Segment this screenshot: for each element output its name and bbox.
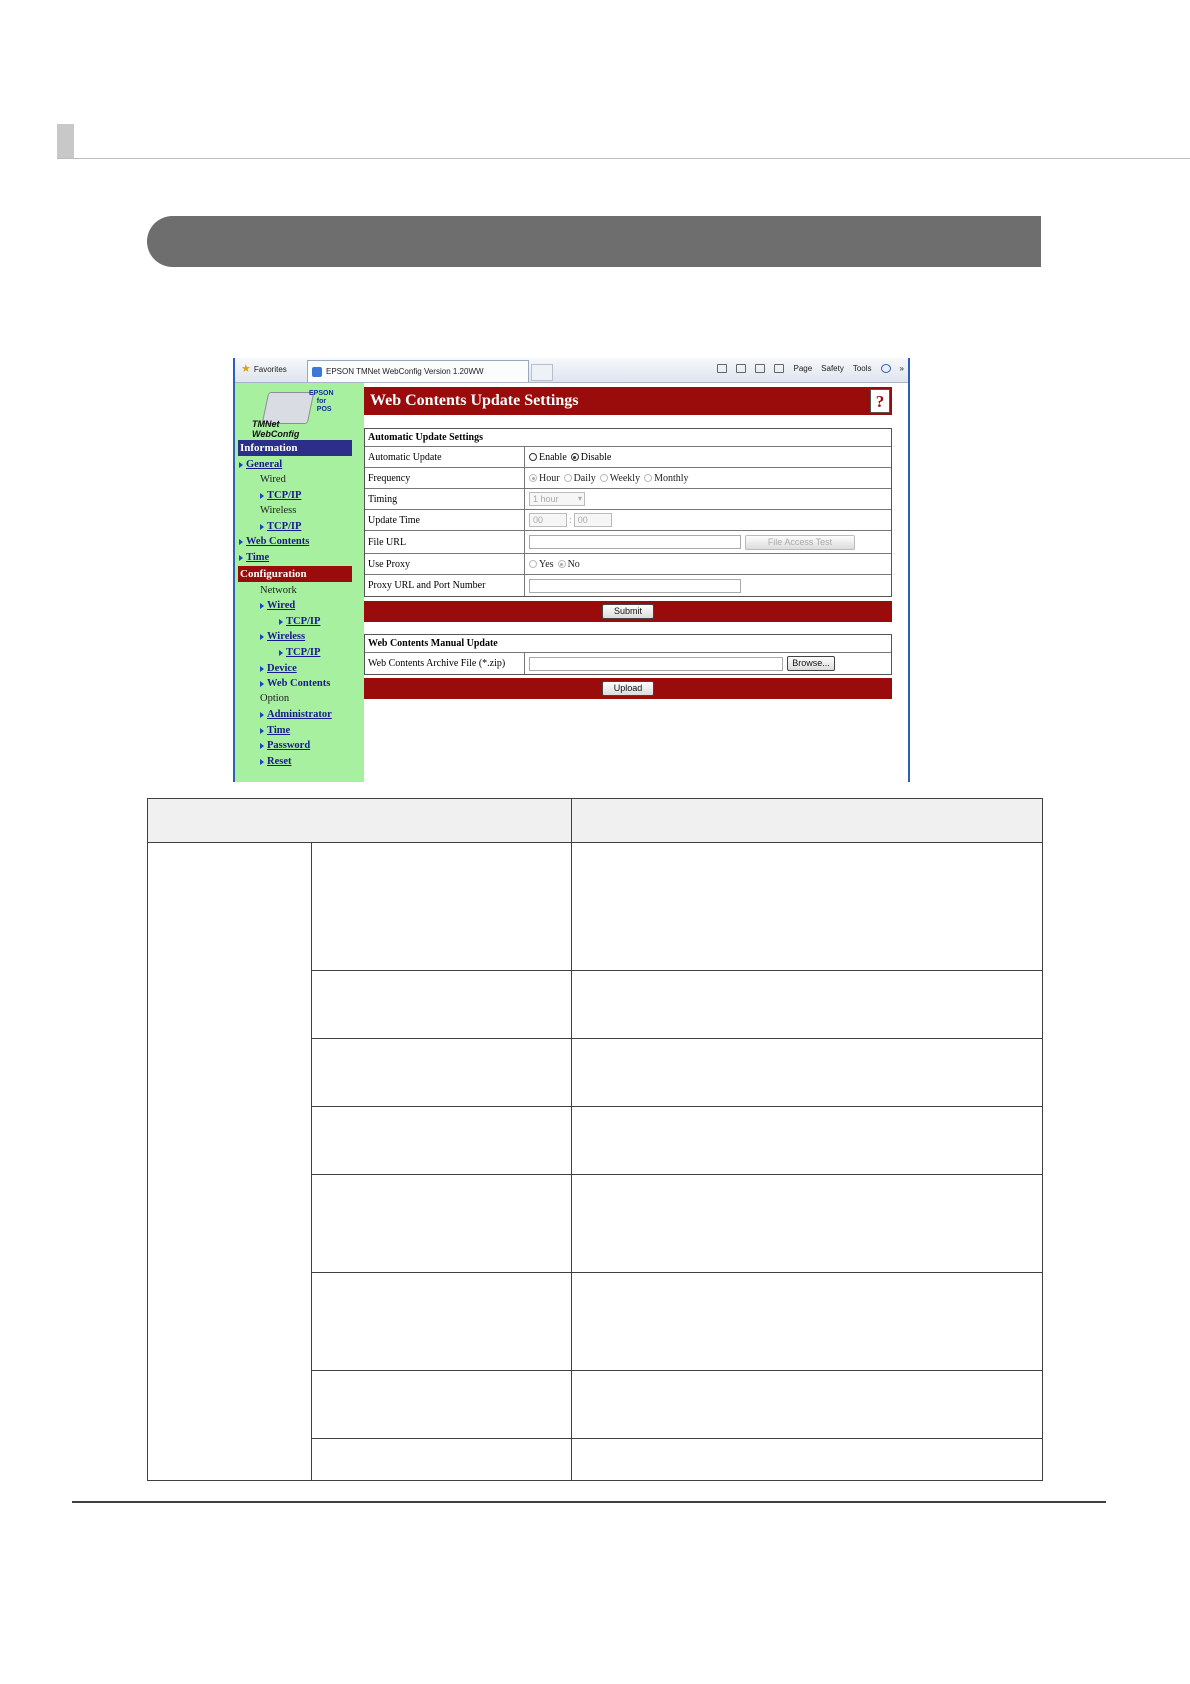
nav-info-time[interactable] [239, 552, 269, 564]
radio-disable[interactable] [571, 452, 612, 463]
nav-label: TCP/IP [286, 616, 321, 627]
row-file-url [365, 531, 891, 554]
row-archive-file [365, 653, 891, 674]
radio-disable-label: Disable [580, 451, 612, 463]
favorites-button[interactable] [241, 364, 287, 374]
manual-update-heading: Web Contents Manual Update [365, 635, 891, 653]
nav-config-wireless-tcpip[interactable] [279, 647, 320, 659]
nav-label: TCP/IP [267, 490, 302, 501]
label-archive-file: Web Contents Archive File (*.zip) [365, 653, 525, 674]
nav-label: TCP/IP [267, 521, 302, 532]
radio-proxy-yes-label: Yes [539, 558, 554, 570]
nav-label: Web Contents [246, 536, 310, 547]
arrow-right-icon [260, 728, 264, 734]
row-proxy-url [365, 575, 891, 596]
nav-config-wired-tcpip[interactable] [279, 616, 320, 628]
radio-daily[interactable] [564, 473, 596, 484]
nav-label: General [246, 459, 283, 470]
submit-bar [364, 601, 892, 622]
nav-config-device[interactable] [260, 663, 297, 675]
radio-hour[interactable] [529, 473, 560, 484]
arrow-right-icon [239, 555, 243, 561]
nav-config-time[interactable] [260, 725, 290, 737]
row-use-proxy [365, 554, 891, 575]
nav-label: Administrator [267, 709, 332, 720]
browser-tab-title: EPSON TMNet WebConfig Version 1.20WW [326, 367, 484, 376]
nav-label: Wired [267, 600, 296, 611]
table-item-cell [311, 1174, 572, 1273]
footer-rule [72, 1501, 1106, 1503]
sidebar [235, 383, 364, 782]
table-item-cell [311, 1038, 572, 1107]
radio-enable-label: Enable [539, 451, 567, 463]
update-hour-input[interactable]: 00 [529, 513, 567, 527]
row-timing [365, 489, 891, 510]
panel-title: Web Contents Update Settings [370, 392, 579, 409]
label-timing: Timing [365, 489, 525, 509]
nav-config-password[interactable] [260, 740, 310, 752]
arrow-right-icon [260, 634, 264, 640]
logo-product: TMNet WebConfig [252, 419, 300, 439]
row-update-time [365, 510, 891, 531]
table-item-cell [311, 1272, 572, 1371]
time-separator: : [569, 514, 572, 526]
radio-circle-icon [529, 560, 537, 568]
nav-label: Device [267, 663, 297, 674]
automatic-update-heading: Automatic Update Settings [365, 429, 891, 447]
arrow-right-icon [260, 681, 264, 687]
section-heading-bar [147, 216, 1041, 267]
arrow-right-icon [260, 666, 264, 672]
label-automatic-update: Automatic Update [365, 447, 525, 467]
nav-label: Time [267, 725, 291, 736]
proxy-url-input[interactable] [529, 579, 741, 593]
archive-file-input[interactable] [529, 657, 783, 671]
manual-update-table [364, 634, 892, 675]
label-use-proxy: Use Proxy [365, 554, 525, 574]
table-header-description [571, 798, 1043, 843]
nav-config-network: Network [260, 585, 297, 596]
file-url-input[interactable] [529, 535, 741, 549]
star-icon: ★ [241, 363, 251, 375]
browser-command-bar [717, 364, 904, 373]
row-automatic-update [365, 447, 891, 468]
radio-circle-icon [600, 474, 608, 482]
table-description-cell [571, 1438, 1043, 1481]
radio-circle-icon [644, 474, 652, 482]
favorites-label: Favorites [253, 364, 287, 374]
nav-heading-configuration: Configuration [238, 566, 352, 582]
radio-proxy-yes[interactable] [529, 559, 554, 570]
tmnet-webconfig-logo [239, 388, 341, 440]
mail-icon[interactable] [755, 364, 765, 373]
arrow-right-icon [279, 650, 283, 656]
nav-config-reset[interactable] [260, 756, 292, 768]
browse-button[interactable]: Browse... [787, 656, 835, 671]
arrow-right-icon [239, 539, 243, 545]
home-icon[interactable] [717, 364, 727, 373]
table-header-item [147, 798, 572, 843]
nav-label: Password [267, 740, 311, 751]
nav-config-administrator[interactable] [260, 709, 332, 721]
arrow-right-icon [279, 619, 283, 625]
upload-bar [364, 678, 892, 699]
nav-config-web-contents[interactable] [260, 678, 330, 690]
radio-monthly-label: Monthly [654, 472, 689, 484]
nav-info-wired-tcpip[interactable] [260, 490, 301, 502]
help-icon[interactable]: ? [870, 389, 890, 413]
radio-enable[interactable] [529, 452, 567, 463]
nav-label: Time [246, 552, 270, 563]
webconfig-screenshot [233, 358, 910, 782]
safety-menu[interactable]: Safety [821, 364, 844, 373]
table-group-cell [147, 842, 312, 1481]
table-item-cell [311, 970, 572, 1039]
table-description-cell [571, 970, 1043, 1039]
chevron-down-icon: ▾ [577, 494, 582, 503]
radio-hour-label: Hour [539, 472, 560, 484]
table-item-cell [311, 1106, 572, 1175]
table-description-cell [571, 842, 1043, 971]
arrow-right-icon [260, 743, 264, 749]
header-rule [57, 158, 1190, 159]
overflow-chevron-icon[interactable]: » [899, 364, 904, 373]
nav-label: TCP/IP [286, 647, 321, 658]
label-frequency: Frequency [365, 468, 525, 488]
radio-proxy-no[interactable] [558, 559, 580, 570]
page-menu[interactable]: Page [793, 364, 813, 373]
help-circle-icon[interactable] [881, 364, 891, 373]
nav-info-general[interactable] [239, 459, 282, 471]
nav-info-wireless: Wireless [260, 505, 297, 516]
logo-brand: EPSON for POS [309, 390, 334, 413]
table-description-cell [571, 1174, 1043, 1273]
browser-toolbar [235, 358, 908, 383]
arrow-right-icon [260, 493, 264, 499]
nav-config-option: Option [260, 693, 290, 704]
label-proxy-url: Proxy URL and Port Number [365, 575, 525, 596]
timing-select[interactable] [529, 492, 585, 506]
table-description-cell [571, 1272, 1043, 1371]
radio-daily-label: Daily [573, 472, 596, 484]
radio-weekly[interactable] [600, 473, 640, 484]
nav-info-web-contents[interactable] [239, 536, 309, 548]
nav-config-wired[interactable] [260, 600, 295, 612]
radio-circle-icon [529, 474, 537, 482]
table-item-cell [311, 1370, 572, 1439]
arrow-right-icon [260, 603, 264, 609]
arrow-right-icon [260, 712, 264, 718]
submit-button[interactable]: Submit [602, 604, 654, 619]
table-description-cell [571, 1038, 1043, 1107]
tools-menu[interactable]: Tools [852, 364, 872, 373]
label-file-url: File URL [365, 531, 525, 553]
radio-proxy-no-label: No [567, 558, 580, 570]
radio-weekly-label: Weekly [609, 472, 641, 484]
new-tab-button[interactable] [531, 364, 553, 381]
table-item-cell [311, 842, 572, 971]
nav-info-wireless-tcpip[interactable] [260, 521, 301, 533]
arrow-right-icon [239, 462, 243, 468]
panel-title-bar [364, 387, 892, 415]
nav-heading-information: Information [238, 440, 352, 456]
nav-info-wired: Wired [260, 474, 286, 485]
radio-circle-icon [571, 453, 579, 461]
radio-monthly[interactable] [644, 473, 688, 484]
row-frequency [365, 468, 891, 489]
update-minute-input[interactable]: 00 [574, 513, 612, 527]
radio-circle-icon [558, 560, 566, 568]
nav-label: Web Contents [267, 678, 331, 689]
radio-circle-icon [529, 453, 537, 461]
arrow-right-icon [260, 524, 264, 530]
file-access-test-button[interactable]: File Access Test [745, 535, 855, 550]
feed-icon[interactable] [736, 364, 746, 373]
timing-select-value: 1 hour [533, 494, 559, 504]
table-description-cell [571, 1106, 1043, 1175]
nav-config-wireless[interactable] [260, 631, 305, 643]
page-icon [312, 367, 322, 377]
nav-label: Wireless [267, 631, 306, 642]
browser-tab[interactable] [307, 360, 529, 382]
nav-label: Reset [267, 756, 292, 767]
table-description-cell [571, 1370, 1043, 1439]
print-icon[interactable] [774, 364, 784, 373]
radio-circle-icon [564, 474, 572, 482]
table-item-cell [311, 1438, 572, 1481]
upload-button[interactable]: Upload [602, 681, 654, 696]
header-tab-marker [57, 124, 74, 159]
label-update-time: Update Time [365, 510, 525, 530]
automatic-update-table [364, 428, 892, 597]
arrow-right-icon [260, 759, 264, 765]
